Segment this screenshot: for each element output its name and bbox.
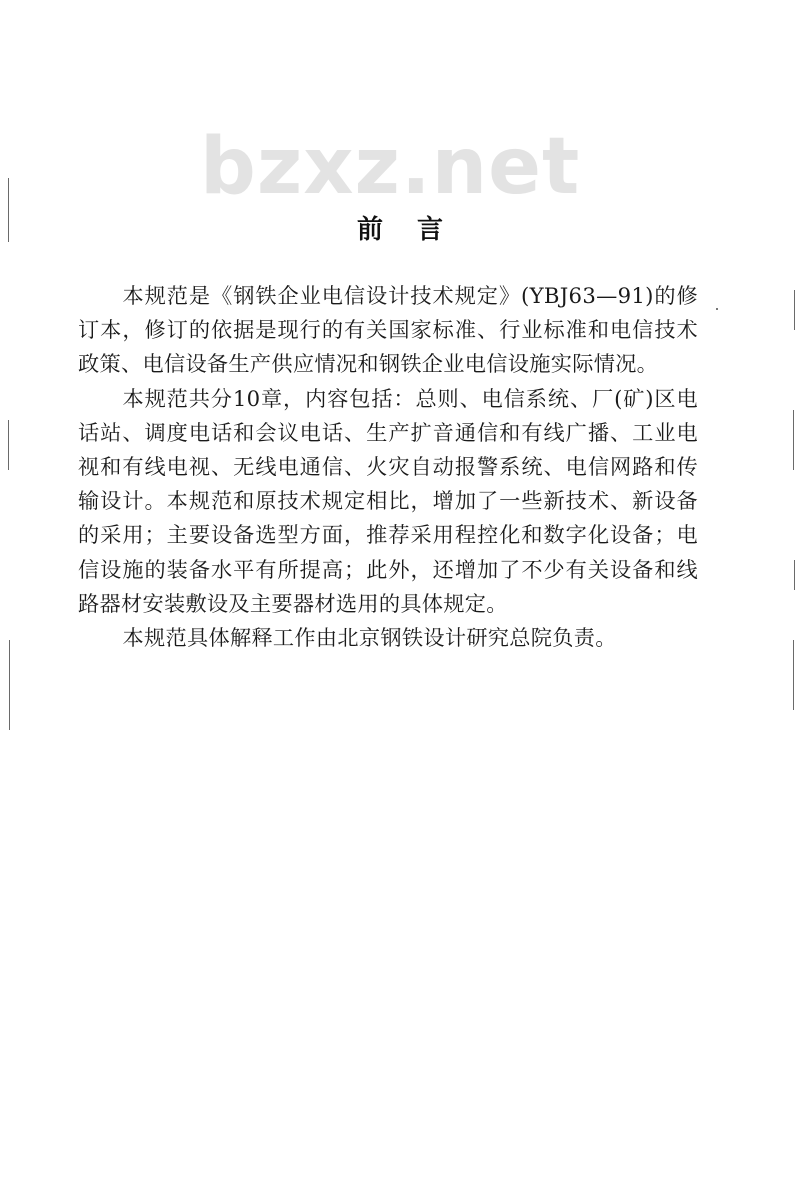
left-edge-mark [9,640,10,730]
watermark: bzxz.net [200,122,581,212]
paragraph-2: 本规范共分10章，内容包括：总则、电信系统、厂(矿)区电话站、调度电话和会议电话、生产扩音通信和有线广播、工业电视和有线电视、无线电通信、火灾自动报警系统、电信网路和传输设计。本规范和原技术规定相比，增加了一些新技术、新设备的采用；主要设备选型方面，推荐采用程控化和数字化设备；电信设施的装备水平有所提高；此外，还增加了不少有关设备和线路器材安装敷设及主要器材选用的具体规定。 [78,385,698,616]
left-edge-mark [8,420,9,470]
paragraph-3: 本规范具体解释工作由北京钢铁设计研究总院负责。 [122,625,617,651]
paragraph-1: 本规范是《钢铁企业电信设计技术规定》(YBJ63—91)的修订本，修订的依据是现行的有关国家标准、行业标准和电信技术政策、电信设备生产供应情况和钢铁企业电信设施实际情况。 [78,283,698,377]
scan-speck [716,308,718,310]
right-edge-mark [794,560,795,590]
right-edge-mark [793,640,794,710]
left-edge-mark [8,178,9,242]
page-title: 前言 [356,215,477,245]
body-text [78,279,698,655]
right-edge-mark [793,410,794,470]
right-edge-mark [794,290,795,330]
